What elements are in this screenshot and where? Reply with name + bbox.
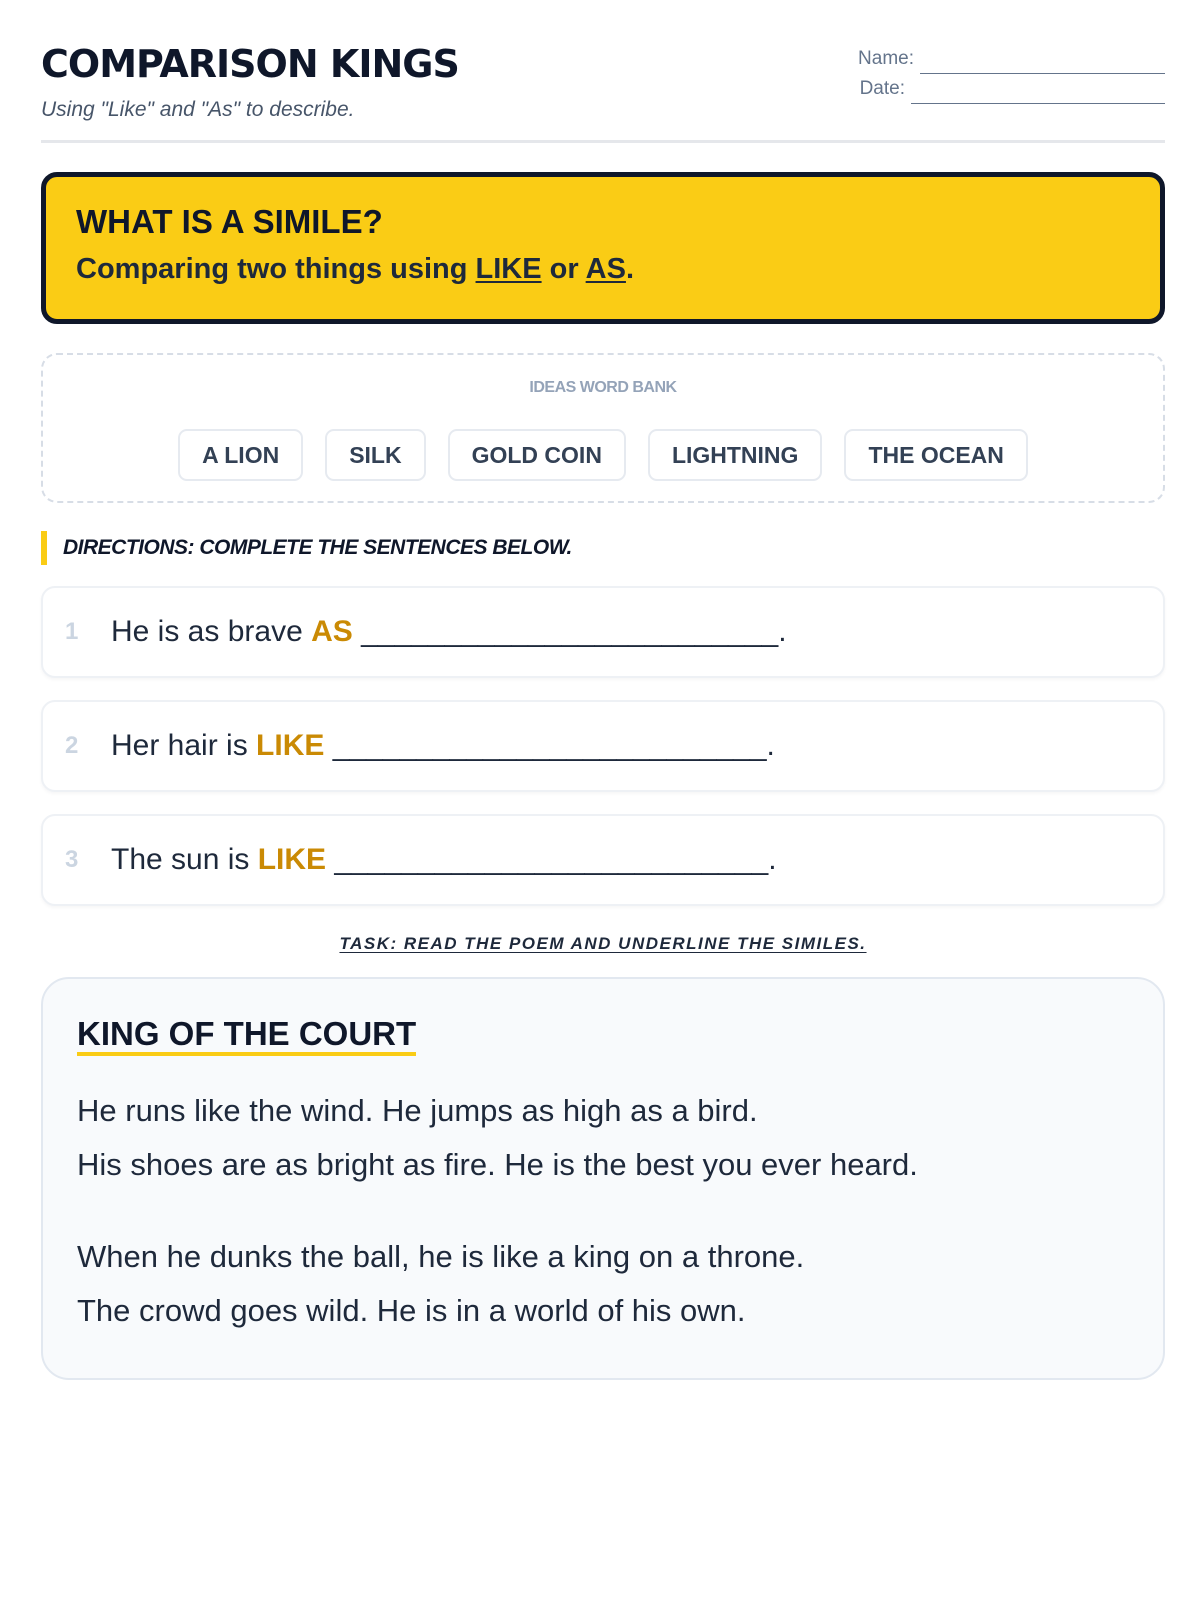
word-chip: LIGHTNING [648,429,823,481]
sentence-text[interactable] [111,729,775,763]
poem-line: He runs like the wind. He jumps as high as a bird. [77,1093,758,1128]
sentence-keyword: AS [311,615,353,648]
word-bank-chips [43,429,1163,481]
poem-stanza [77,1084,1129,1192]
name-row [858,44,1165,74]
sentence-start: He is as brave [111,615,312,648]
word-chip: SILK [325,429,425,481]
sentence-item [41,814,1165,906]
directions-heading: DIRECTIONS: COMPLETE THE SENTENCES BELOW. [41,531,572,565]
poem-line: His shoes are as bright as fire. He is the best you ever heard. [77,1147,918,1182]
name-label: Name: [858,48,914,69]
sentence-blank[interactable]: _________________________. [352,615,787,648]
page-title: COMPARISON KINGS [41,42,459,86]
sentence-text[interactable] [111,615,787,649]
sentence-blank[interactable]: __________________________. [326,843,777,876]
date-label: Date: [859,78,905,99]
definition-box [41,172,1165,324]
sentence-number: 2 [65,732,79,759]
date-field[interactable] [911,84,1165,104]
word-chip: A LION [178,429,303,481]
sentence-item [41,586,1165,678]
sentence-blank[interactable]: __________________________. [324,729,775,762]
task-instruction: TASK: READ THE POEM AND UNDERLINE THE SIMILES. [339,934,867,953]
worksheet [41,0,1165,1328]
word-bank [41,353,1165,503]
header [41,0,1165,143]
word-bank-label: IDEAS WORD BANK [529,379,677,396]
poem-title: KING OF THE COURT [77,1017,416,1056]
poem-line: The crowd goes wild. He is in a world of his own. [77,1293,746,1328]
definition-or: or [541,253,586,285]
word-chip: THE OCEAN [844,429,1027,481]
definition-like: LIKE [475,253,542,285]
word-chip: GOLD COIN [448,429,626,481]
poem-stanza [77,1230,1129,1338]
sentence-text[interactable] [111,843,777,877]
definition-heading: WHAT IS A SIMILE? [76,203,383,240]
definition-period: . [625,253,634,285]
poem-card [41,977,1165,1380]
page-subtitle: Using "Like" and "As" to describe. [41,98,355,121]
definition-as: AS [585,253,626,285]
name-field[interactable] [920,54,1165,74]
sentence-keyword: LIKE [256,729,325,762]
sentence-keyword: LIKE [257,843,327,876]
sentence-number: 1 [65,618,79,645]
name-date-block [858,44,1165,104]
definition-text-start: Comparing two things using [76,253,476,285]
sentence-start: The sun is [111,843,258,876]
definition-text [76,253,1130,286]
sentence-list [41,586,1165,928]
poem-line: When he dunks the ball, he is like a king on a throne. [77,1239,805,1274]
sentence-number: 3 [65,846,79,873]
sentence-start: Her hair is [111,729,257,762]
sentence-item [41,700,1165,792]
date-row [858,74,1165,104]
